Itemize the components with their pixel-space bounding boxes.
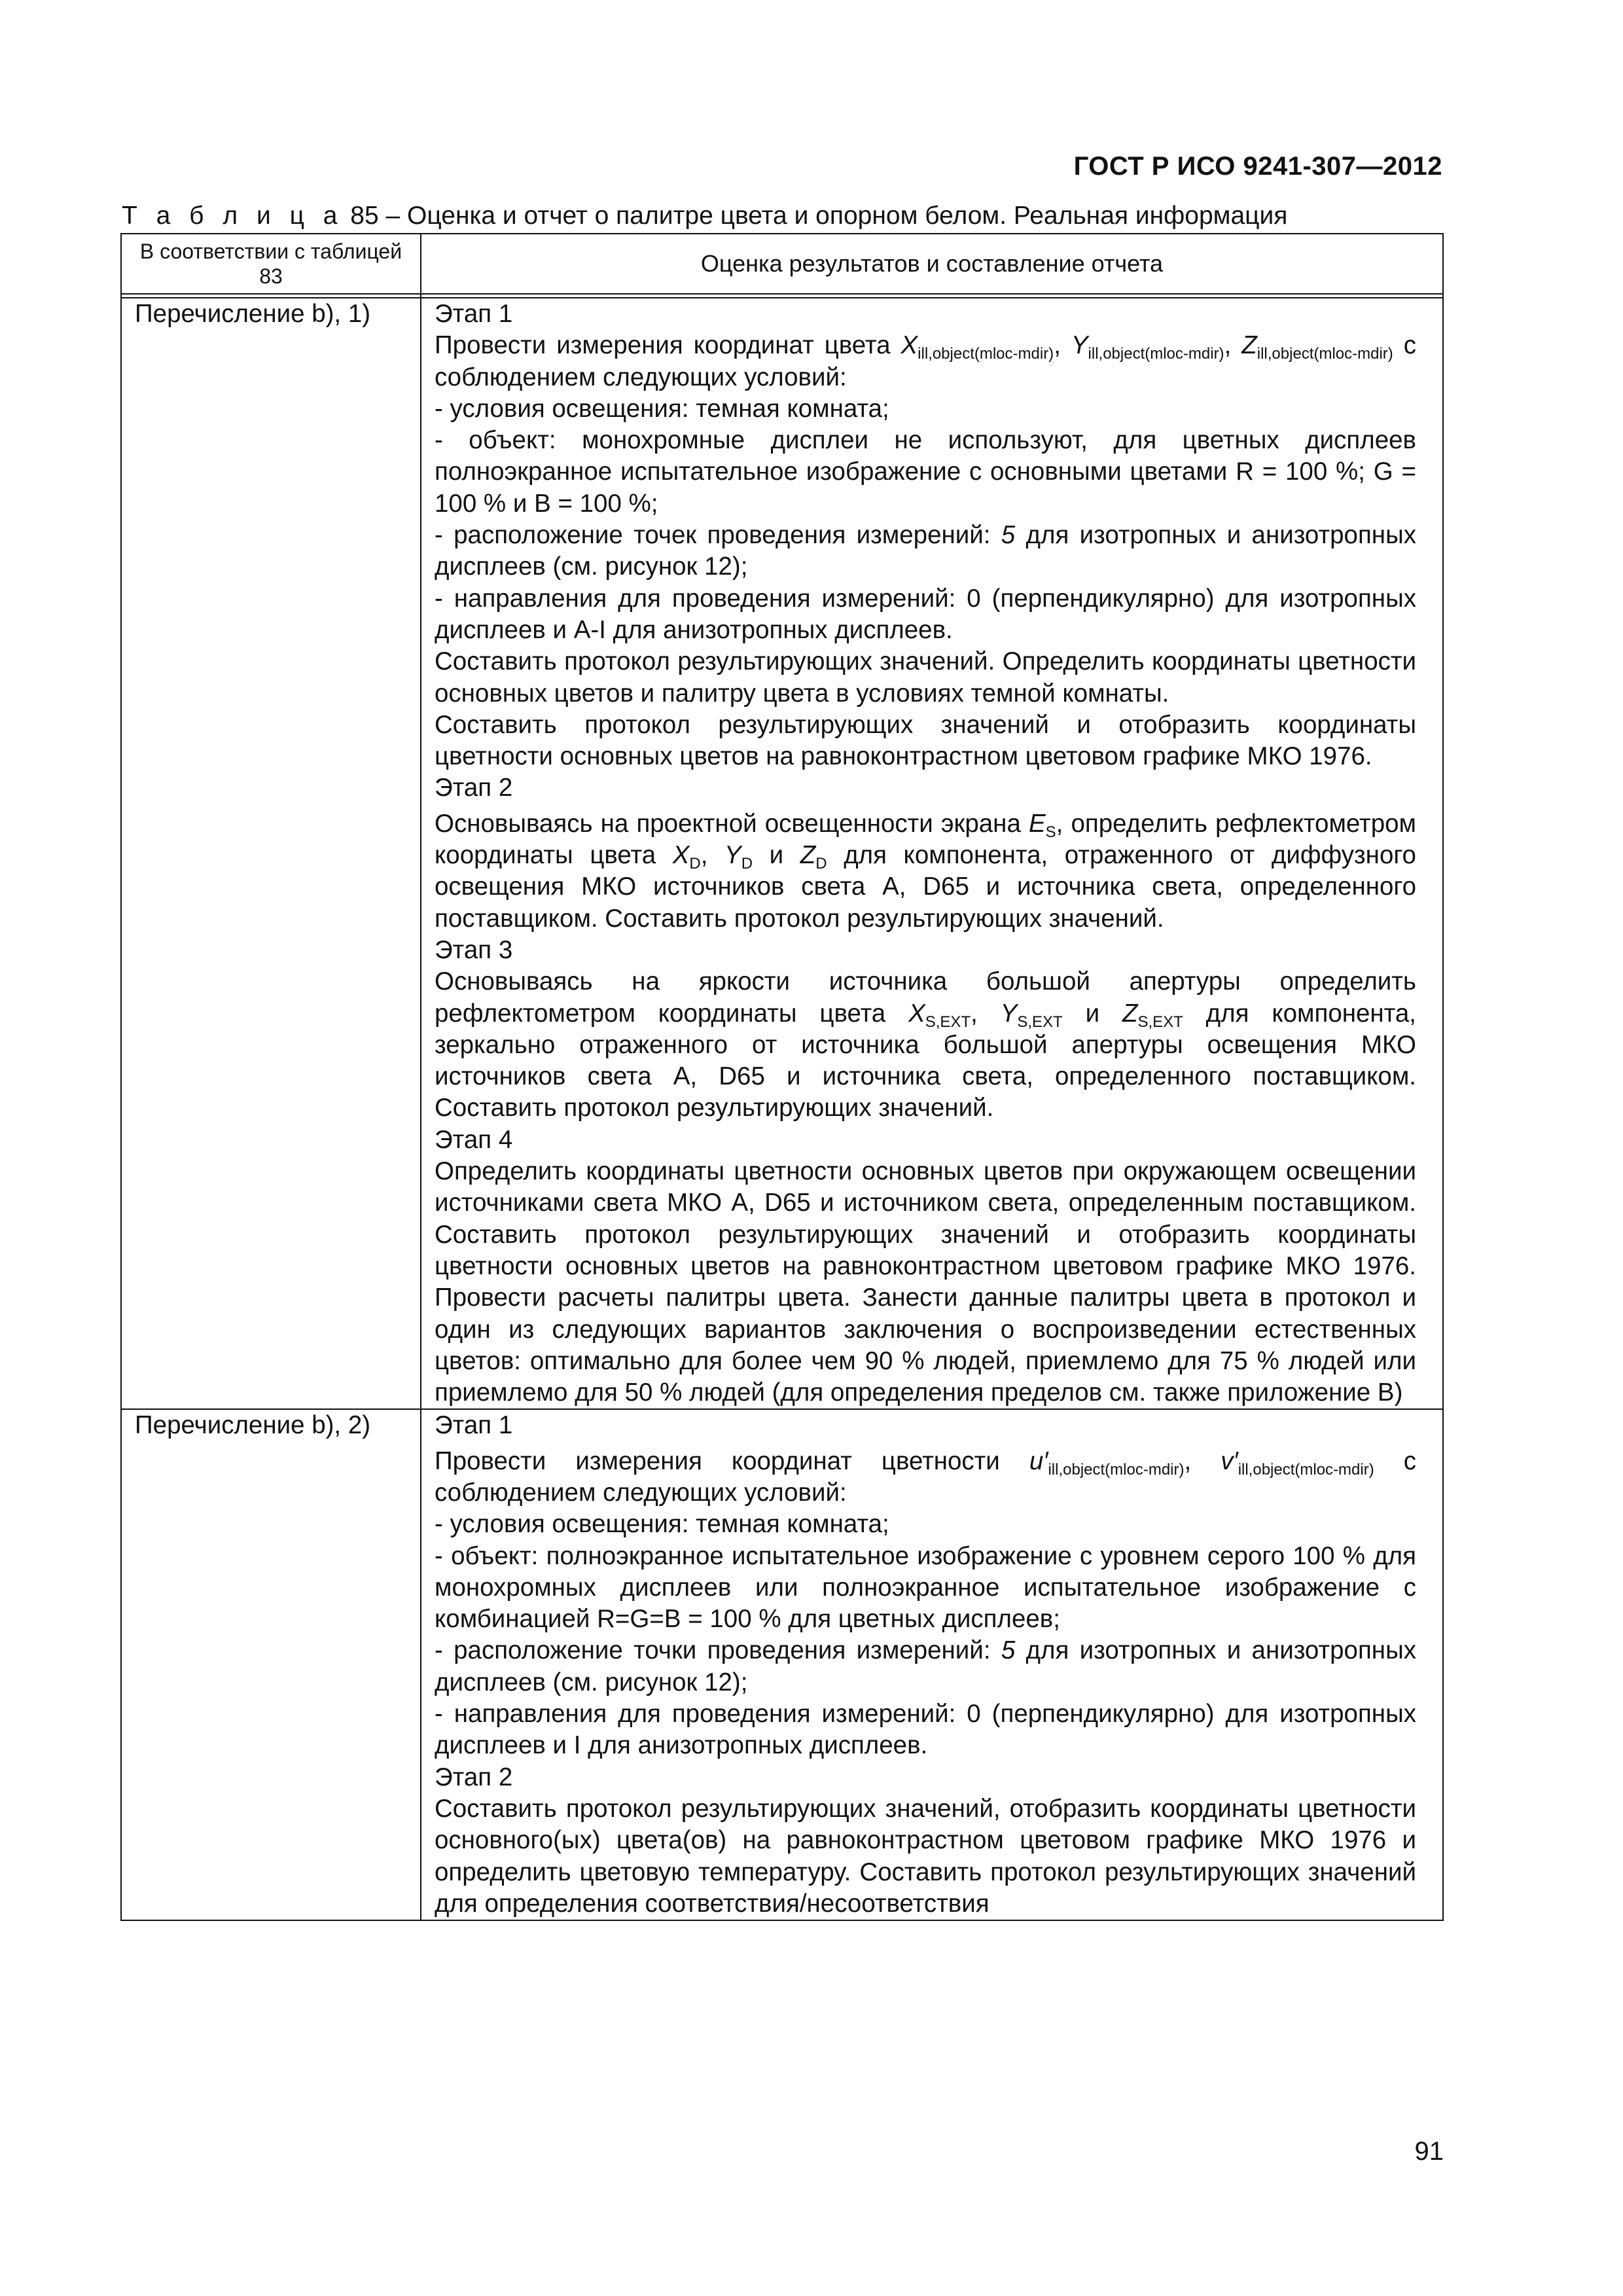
stage-heading: Этап 2 — [435, 1763, 513, 1791]
row-evaluation — [421, 298, 1443, 1409]
table-caption — [122, 202, 1431, 230]
stage-heading: Этап 1 — [435, 1411, 513, 1440]
table-caption-label: Т а б л и ц а — [122, 202, 344, 230]
table-caption-text: 85 – Оценка и отчет о палитре цвета и опорном белом. Реальная информация — [343, 202, 1288, 230]
stage-heading: Этап 4 — [435, 1125, 513, 1154]
condition-item: - направления для проведения измерений: 0 (перпендикулярно) для изотропных дисплеев и I для анизотропных дисплеев. — [435, 1700, 1416, 1760]
col-header-evaluation: Оценка результатов и составление отчета — [421, 234, 1443, 294]
condition-item: - условия освещения: темная комната; — [435, 394, 889, 423]
condition-item: - направления для проведения измерений: 0 (перпендикулярно) для изотропных дисплеев и A-I для анизотропных дисплеев. — [435, 584, 1416, 644]
condition-item: - расположение точки проведения измерений: 5 для изотропных и анизотропных дисплеев (см. рисунок 12); — [435, 1636, 1416, 1696]
document-id: ГОСТ Р ИСО 9241-307—2012 — [1073, 152, 1442, 181]
table-row — [121, 298, 1443, 1409]
paragraph: Провести измерения координат цвета $X_{ill,object(mloc-mdir)}$, $Y_{ill,object(mloc-mdir)}$, $Z_{ill,object(mloc-mdir)}$ с соблюдением следующих условий: — [435, 331, 1416, 391]
paragraph: Составить протокол результирующих значений, отобразить координаты цветности основного(ых) цвета(ов) на равноконтрастном цветовом графике МКО 1976 и определить цветовую температуру. Составить протокол результирующих значений для определения соответствия/несоответствия — [435, 1794, 1416, 1918]
stage-heading: Этап 3 — [435, 935, 513, 964]
condition-item: - объект: полноэкранное испытательное изображение с уровнем серого 100 % для монохромных дисплеев или полноэкранное испытательное изображение с комбинацией R=G=B = 100 % для цветных дисплеев; — [435, 1541, 1416, 1634]
paragraph: Провести измерения координат цветности $u'_{ill,object(mloc-mdir)}$, $v'_{ill,object(mloc-mdir)}$ с соблюдением следующих условий: — [435, 1446, 1416, 1507]
paragraph: Составить протокол результирующих значений и отобразить координаты цветности основных цветов на равноконтрастном цветовом графике МКО 1976. — [435, 710, 1416, 771]
row-reference: Перечисление b), 1) — [121, 298, 421, 1409]
paragraph: Основываясь на яркости источника большой апертуры определить рефлектометром координаты цвета $X_{S,EXT}$, $Y_{S,EXT}$ и $Z_{S,EXT}$ для компонента, зеркально отраженного от источника большой апертуры освещения МКО источников света A, D65 и источника света, определенного поставщиком. Составить протокол результирующих значений. — [435, 967, 1416, 1122]
condition-item: - условия освещения: темная комната; — [435, 1510, 889, 1539]
paragraph: Основываясь на проектной освещенности экрана $E_S$, определить рефлектометром координаты цвета $X_D$, $Y_D$ и $Z_D$ для компонента, отраженного от диффузного освещения МКО источников света A, D65 и источника света, определенного поставщиком. Составить протокол результирующих значений. — [435, 809, 1416, 933]
condition-item: - расположение точек проведения измерений: 5 для изотропных и анизотропных дисплеев (см. рисунок 12); — [435, 521, 1416, 581]
paragraph: Определить координаты цветности основных цветов при окружающем освещении источниками света МКО A, D65 и источником света, определенным поставщиком. Составить протокол результирующих значений и отобразить координаты цветности основных цветов на равноконтрастном цветовом графике МКО 1976. Провести расчеты палитры цвета. Занести данные палитры цвета в протокол и один из следующих вариантов заключения о воспроизведении естественных цветов: оптимально для более чем 90 % людей, приемлемо для 75 % людей или приемлемо для 50 % людей (для определения пределов см. также приложение В) — [435, 1157, 1416, 1407]
row-reference: Перечисление b), 2) — [121, 1409, 421, 1920]
page-number: 91 — [1414, 2137, 1444, 2166]
evaluation-table — [120, 233, 1444, 1921]
condition-item: - объект: монохромные дисплеи не используют, для цветных дисплеев полноэкранное испытательное изображение с основными цветами R = 100 %; G = 100 % и B = 100 %; — [435, 426, 1416, 518]
table-header-row — [121, 234, 1443, 294]
col-header-reference: В соответствии с таблицей 83 — [121, 234, 421, 294]
stage-heading: Этап 2 — [435, 774, 513, 802]
table-row — [121, 1409, 1443, 1920]
stage-heading: Этап 1 — [435, 300, 513, 328]
paragraph: Составить протокол результирующих значений. Определить координаты цветности основных цветов и палитру цвета в условиях темной комнаты. — [435, 647, 1416, 708]
row-evaluation — [421, 1409, 1443, 1920]
